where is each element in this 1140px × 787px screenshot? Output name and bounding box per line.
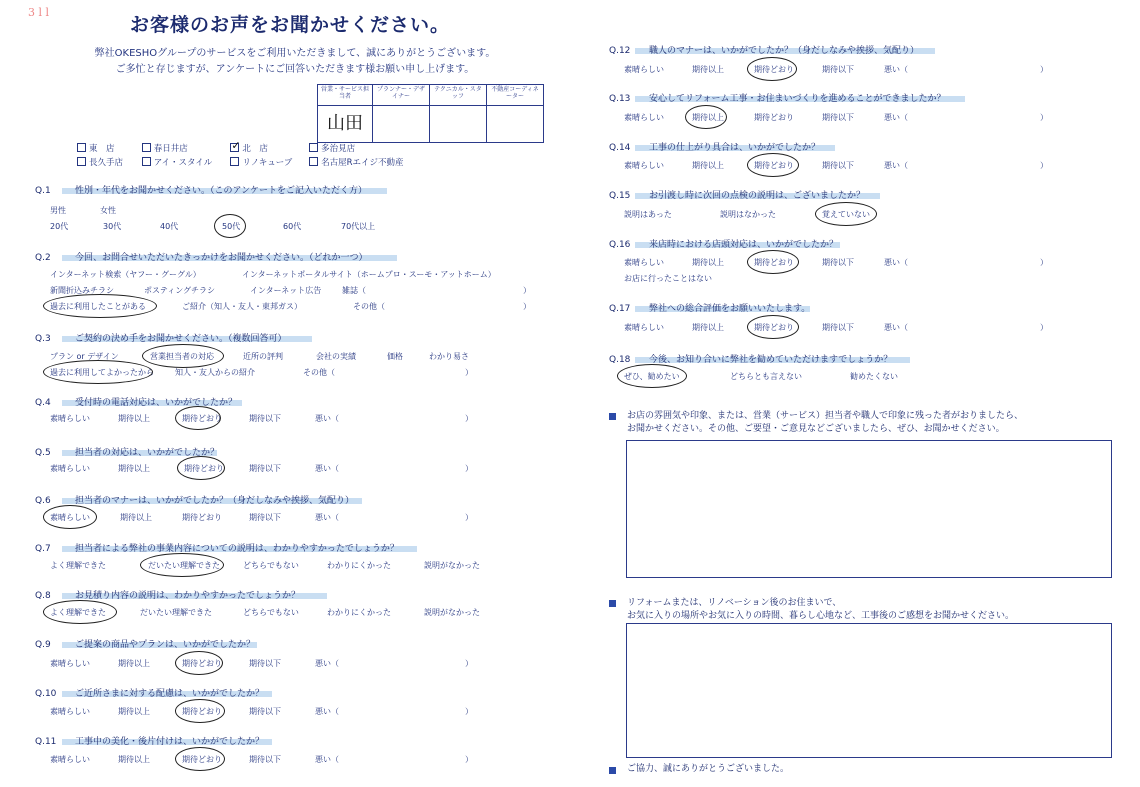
clarity-option[interactable]: わかりにくかった: [327, 561, 391, 570]
selection-circle: [142, 344, 224, 368]
rating-option[interactable]: 期待以上: [692, 258, 724, 267]
question-15: Q.15 お引渡し時に次回の点検の説明は、ございましたか？: [609, 191, 866, 201]
rating-option-selected[interactable]: 期待どおり: [184, 464, 224, 473]
q2-option[interactable]: インターネットポータルサイト（ホームプロ・スーモ・アットホーム）: [242, 270, 496, 279]
rating-option[interactable]: 期待以上: [118, 707, 150, 716]
rating-option[interactable]: 素晴らしい: [624, 323, 664, 332]
rating-option[interactable]: 悪い（: [315, 707, 339, 716]
q3-option[interactable]: その他（: [303, 368, 335, 377]
staff-header-realestate: 不動産コーディネーター: [487, 85, 544, 106]
rating-option[interactable]: 期待以下: [249, 707, 281, 716]
rating-option[interactable]: 悪い（: [884, 113, 908, 122]
store-checkbox[interactable]: [230, 157, 239, 166]
selection-circle: [175, 406, 221, 430]
rating-option[interactable]: 期待以下: [822, 258, 854, 267]
question-18: Q.18 今後、お知り合いに弊社を勧めていただけますでしょうか？: [609, 355, 893, 365]
rating-option[interactable]: 期待以上: [692, 161, 724, 170]
question-10: Q.10 ご近所さまに対する配慮は、いかがでしたか？: [35, 689, 265, 699]
store-option[interactable]: リノキューブ: [230, 156, 298, 168]
staff-header-sales: 営業・サービス担当者: [318, 85, 373, 106]
corner-mark: 3 l l: [28, 6, 50, 19]
selection-circle: [685, 105, 727, 129]
q3-option[interactable]: わかり易さ: [429, 352, 469, 361]
rating-option[interactable]: 期待以下: [822, 161, 854, 170]
store-checkbox[interactable]: [142, 143, 151, 152]
question-9: Q.9 ご提案の商品やプランは、いかがでしたか？: [35, 640, 256, 650]
store-checkbox[interactable]: [309, 143, 318, 152]
store-checkbox[interactable]: [309, 157, 318, 166]
rating-option[interactable]: 期待どおり: [182, 513, 222, 522]
q3-option-selected[interactable]: 過去に利用してよかったから: [50, 368, 154, 377]
selection-circle: [43, 600, 117, 624]
q18-option[interactable]: どちらとも言えない: [730, 372, 802, 381]
selection-circle: [214, 214, 246, 238]
rating-option-selected[interactable]: 期待どおり: [182, 414, 222, 423]
q1-option[interactable]: 40代: [160, 222, 179, 231]
rating-option[interactable]: 期待以下: [249, 755, 281, 764]
rating-option: ）: [1040, 161, 1048, 170]
rating-option[interactable]: 素晴らしい: [50, 464, 90, 473]
rating-option-selected[interactable]: 期待以上: [692, 113, 724, 122]
q2-option-selected[interactable]: 過去に利用したことがある: [50, 302, 146, 311]
clarity-option[interactable]: よく理解できた: [50, 561, 106, 570]
q3-option: ）: [465, 368, 473, 377]
store-option[interactable]: 名古屋Rエイジ不動産: [309, 156, 403, 168]
rating-option: ）: [465, 464, 473, 473]
q1-option[interactable]: 30代: [103, 222, 122, 231]
q3-option[interactable]: 会社の実績: [316, 352, 356, 361]
q16-extra-option[interactable]: お店に行ったことはない: [624, 274, 712, 283]
rating-option[interactable]: 期待以下: [249, 464, 281, 473]
question-4: Q.4 受付時の電話対応は、いかがでしたか？: [35, 398, 238, 408]
bullet-square-icon: [609, 413, 616, 420]
staff-header-planner: プランナー・デザイナー: [373, 85, 430, 106]
rating-option[interactable]: 悪い（: [884, 258, 908, 267]
rating-option[interactable]: 素晴らしい: [624, 258, 664, 267]
store-option[interactable]: アイ・スタイル: [142, 156, 220, 168]
store-checkbox[interactable]: [142, 157, 151, 166]
clarity-option[interactable]: どちらでもない: [243, 608, 299, 617]
q15-option[interactable]: 説明はあった: [624, 210, 672, 219]
page-title: お客様のお声をお聞かせください。: [129, 14, 450, 36]
rating-option[interactable]: 素晴らしい: [624, 161, 664, 170]
store-option[interactable]: 多治見店: [309, 142, 355, 154]
rating-option[interactable]: 期待以下: [249, 414, 281, 423]
rating-option-selected[interactable]: 期待どおり: [754, 65, 794, 74]
intro-text: [60, 46, 530, 78]
store-option[interactable]: 東 店: [77, 142, 131, 154]
question-14: Q.14 工事の仕上がり具合は、いかがでしたか？: [609, 143, 821, 153]
selection-circle: [175, 651, 223, 675]
question-17: Q.17 弊社への総合評価をお願いいたします。: [609, 304, 811, 314]
rating-option[interactable]: 素晴らしい: [50, 659, 90, 668]
selection-circle: [747, 315, 799, 339]
bullet-square-icon: [609, 767, 616, 774]
q3-option-selected[interactable]: 営業担当者の対応: [150, 352, 214, 361]
question-13: Q.13 安心してリフォーム工事・お住まいづくりを進めることができましたか？: [609, 94, 946, 104]
comment-prompt-2: リフォームまたは、リノベーション後のお住まいで、 お気に入りの場所やお気に入りの時間、暮らし心地など、工事後のご感想をお聞かせください。: [627, 598, 1015, 621]
q18-option-selected[interactable]: ぜひ、勧めたい: [624, 372, 680, 381]
selection-circle: [815, 202, 877, 226]
rating-option[interactable]: 期待以下: [249, 659, 281, 668]
clarity-option[interactable]: だいたい理解できた: [140, 608, 212, 617]
rating-option: ）: [465, 755, 473, 764]
selection-circle: [747, 250, 799, 274]
question-5: Q.5 担当者の対応は、いかがでしたか？: [35, 448, 220, 458]
rating-option[interactable]: 素晴らしい: [50, 707, 90, 716]
selection-circle: [43, 294, 157, 318]
rating-option: ）: [465, 659, 473, 668]
rating-option-selected[interactable]: 期待どおり: [754, 258, 794, 267]
rating-option[interactable]: 期待どおり: [754, 113, 794, 122]
q15-option[interactable]: 説明はなかった: [720, 210, 776, 219]
store-checklist: [77, 139, 412, 170]
q15-option-selected[interactable]: 覚えていない: [822, 210, 870, 219]
q3-option[interactable]: プラン or デザイン: [50, 352, 119, 361]
rating-option[interactable]: 悪い（: [315, 755, 339, 764]
selection-circle: [140, 553, 224, 577]
store-checkbox[interactable]: [77, 157, 86, 166]
rating-option[interactable]: 期待以下: [822, 113, 854, 122]
rating-option: ）: [1040, 258, 1048, 267]
rating-option[interactable]: 素晴らしい: [624, 65, 664, 74]
q1-option[interactable]: 男性: [50, 206, 66, 215]
rating-option[interactable]: 素晴らしい: [50, 414, 90, 423]
staff-cell-technical[interactable]: [430, 106, 487, 143]
comment-prompt-1: お店の雰囲気や印象、または、営業（サービス）担当者や職人で印象に残った者がおりましたら、 お聞かせください。その他、ご要望・ご意見などございましたら、ぜひ、お聞かせください。: [627, 411, 1024, 434]
rating-option[interactable]: 悪い（: [315, 513, 339, 522]
question-7: Q.7 担当者による弊社の事業内容についての説明は、わかりやすかったでしょうか？: [35, 544, 399, 554]
rating-option: ）: [465, 707, 473, 716]
staff-header-technical: テクニカル・スタッフ: [430, 85, 487, 106]
rating-option[interactable]: 期待以上: [120, 513, 152, 522]
selection-circle: [175, 747, 225, 771]
q2-option[interactable]: その他（: [353, 302, 385, 311]
question-12: Q.12 職人のマナーは、いかがでしたか？（身だしなみや挨拶、気配り）: [609, 46, 920, 56]
rating-option-selected[interactable]: 期待どおり: [182, 707, 222, 716]
q18-option[interactable]: 勧めたくない: [850, 372, 898, 381]
store-option[interactable]: 春日井店: [142, 142, 220, 154]
clarity-option[interactable]: 説明がなかった: [424, 561, 480, 570]
rating-option-selected[interactable]: 期待どおり: [754, 161, 794, 170]
question-1: Q.1 性別・年代をお聞かせください。（このアンケートをご記入いただく方）: [35, 186, 367, 196]
rating-option[interactable]: 悪い（: [315, 659, 339, 668]
rating-option[interactable]: 悪い（: [884, 65, 908, 74]
clarity-option[interactable]: わかりにくかった: [327, 608, 391, 617]
q1-option[interactable]: 20代: [50, 222, 69, 231]
store-option[interactable]: 長久手店: [77, 156, 131, 168]
rating-option-selected[interactable]: 期待どおり: [182, 755, 222, 764]
q1-option[interactable]: 60代: [283, 222, 302, 231]
rating-option[interactable]: 期待以上: [692, 65, 724, 74]
q2-option: ）: [523, 286, 531, 295]
q2-option[interactable]: インターネット広告: [250, 286, 322, 295]
comment-box-1[interactable]: [626, 440, 1112, 578]
intro-line-2: ご多忙と存じますが、アンケートにご回答いただきます様お願い申し上げます。: [115, 64, 475, 75]
rating-option-selected[interactable]: 素晴らしい: [50, 513, 90, 522]
selection-circle: [43, 505, 97, 529]
selection-circle: [747, 57, 797, 81]
selection-circle: [175, 699, 225, 723]
staff-name-sales[interactable]: 山田: [318, 106, 373, 143]
rating-option: ）: [465, 414, 473, 423]
question-11: Q.11 工事中の美化・後片付けは、いかがでしたか？: [35, 737, 265, 747]
rating-option: ）: [1040, 113, 1048, 122]
store-checkbox[interactable]: [77, 143, 86, 152]
selection-circle: [617, 364, 687, 388]
rating-option[interactable]: 期待以上: [118, 755, 150, 764]
staff-cell-planner[interactable]: [373, 106, 430, 143]
question-2: Q.2 今回、お問合せいただいたきっかけをお聞かせください。（どれか一つ）: [35, 253, 368, 263]
rating-option[interactable]: 期待以下: [249, 513, 281, 522]
bullet-square-icon: [609, 600, 616, 607]
question-3: Q.3 ご契約の決め手をお聞かせください。（複数回答可）: [35, 334, 287, 344]
closing-message: ご協力、誠にありがとうございました。: [627, 764, 790, 774]
rating-option: ）: [1040, 323, 1048, 332]
rating-option: ）: [1040, 65, 1048, 74]
q1-option-selected[interactable]: 50代: [222, 222, 241, 231]
rating-option[interactable]: 期待以上: [692, 323, 724, 332]
q3-option[interactable]: 価格: [387, 352, 403, 361]
rating-option[interactable]: 素晴らしい: [50, 755, 90, 764]
rating-option[interactable]: 期待以上: [118, 464, 150, 473]
rating-option[interactable]: 悪い（: [884, 161, 908, 170]
rating-option[interactable]: 期待以下: [822, 65, 854, 74]
q3-option[interactable]: 知人・友人からの紹介: [175, 368, 255, 377]
q3-option[interactable]: 近所の評判: [243, 352, 283, 361]
rating-option[interactable]: 期待以下: [822, 323, 854, 332]
selection-circle: [747, 153, 799, 177]
q2-option[interactable]: 雑誌（: [342, 286, 366, 295]
rating-option-selected[interactable]: 期待どおり: [182, 659, 222, 668]
question-16: Q.16 来店時における店頭対応は、いかがでしたか？: [609, 240, 839, 250]
store-option[interactable]: ✓ 北 店: [231, 139, 268, 154]
rating-option-selected[interactable]: 期待どおり: [754, 323, 794, 332]
rating-option[interactable]: 期待以上: [118, 659, 150, 668]
rating-option[interactable]: 素晴らしい: [624, 113, 664, 122]
q2-option[interactable]: ポスティングチラシ: [144, 286, 216, 295]
rating-option[interactable]: 期待以上: [118, 414, 150, 423]
q1-option[interactable]: 70代以上: [341, 222, 376, 231]
rating-option: ）: [465, 513, 473, 522]
clarity-option[interactable]: どちらでもない: [243, 561, 299, 570]
rating-option[interactable]: 悪い（: [315, 464, 339, 473]
q2-option[interactable]: ご紹介（知人・友人・東邦ガス）: [182, 302, 302, 311]
q2-option: ）: [523, 302, 531, 311]
rating-option[interactable]: 悪い（: [315, 414, 339, 423]
clarity-option-selected[interactable]: だいたい理解できた: [148, 561, 220, 570]
selection-circle: [177, 456, 225, 480]
rating-option[interactable]: 悪い（: [884, 323, 908, 332]
store-checkbox-checked[interactable]: ✓: [231, 139, 241, 152]
staff-cell-realestate[interactable]: [487, 106, 544, 143]
question-6: Q.6 担当者のマナーは、いかがでしたか？（身だしなみや挨拶、気配り）: [35, 496, 355, 506]
clarity-option-selected[interactable]: よく理解できた: [50, 608, 106, 617]
question-8: Q.8 お見積り内容の説明は、わかりやすかったでしょうか？: [35, 591, 301, 601]
clarity-option[interactable]: 説明がなかった: [424, 608, 480, 617]
q2-option[interactable]: 新聞折込みチラシ: [50, 286, 114, 295]
comment-box-2[interactable]: [626, 623, 1112, 758]
staff-table: [317, 84, 544, 143]
selection-circle: [43, 360, 153, 384]
intro-line-1: 弊社OKESHOグループのサービスをご利用いただきまして、誠にありがとうございます。: [94, 48, 496, 59]
q2-option[interactable]: インターネット検索（ヤフー・グーグル）: [50, 270, 201, 279]
q1-option[interactable]: 女性: [100, 206, 116, 215]
